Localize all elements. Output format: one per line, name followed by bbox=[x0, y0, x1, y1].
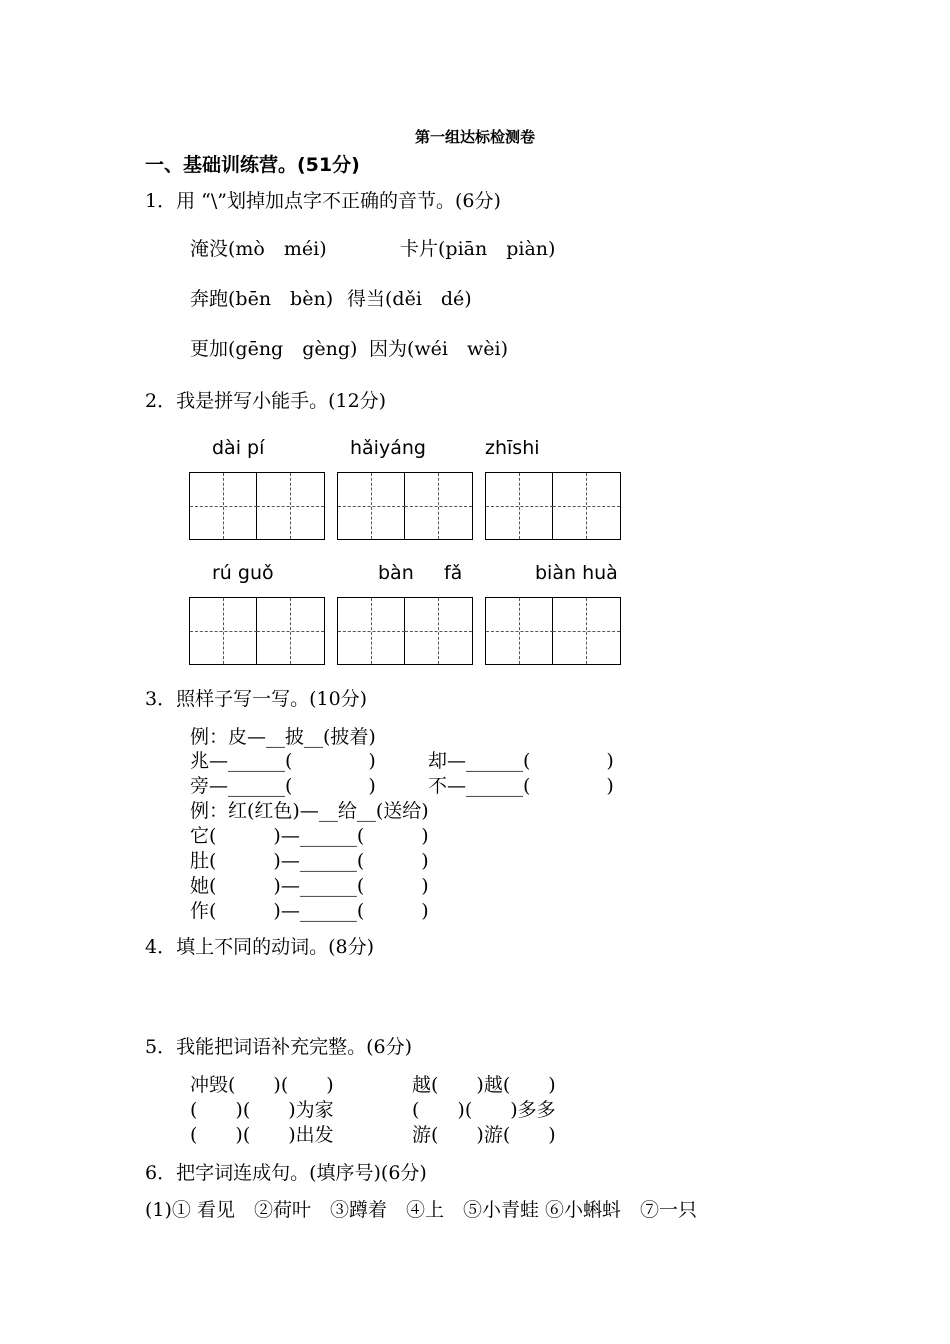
q6-prompt: 6．把字词连成句。(填序号)(6分) bbox=[145, 1162, 427, 1184]
q3-line: 却—______( ) bbox=[428, 750, 614, 772]
pinyin-label: zhīshi bbox=[485, 437, 540, 459]
q3-example: 例：红(红色)—__给__(送给) bbox=[190, 800, 429, 822]
q6-line: (1)① 看见 ②荷叶 ③蹲着 ④上 ⑤小青蛙 ⑥小蝌蚪 ⑦一只 bbox=[145, 1199, 697, 1221]
q5-item: 越( )越( ) bbox=[412, 1074, 556, 1096]
q5-item: 冲毁( )( ) bbox=[190, 1074, 334, 1096]
q3-line: 肚( )—______( ) bbox=[190, 850, 429, 872]
writing-grid[interactable] bbox=[189, 597, 325, 665]
writing-grid[interactable] bbox=[485, 597, 621, 665]
q1-item: 更加(gēng gèng) bbox=[190, 338, 358, 360]
q3-line: 她( )—______( ) bbox=[190, 875, 429, 897]
q1-item: 卡片(piān piàn) bbox=[400, 238, 556, 260]
q3-line: 它( )—______( ) bbox=[190, 825, 429, 847]
pinyin-label: rú guǒ bbox=[212, 562, 274, 584]
q5-item: ( )( )出发 bbox=[190, 1124, 334, 1146]
q3-line: 作( )—______( ) bbox=[190, 900, 429, 922]
q5-prompt: 5．我能把词语补充完整。(6分) bbox=[145, 1036, 413, 1058]
q1-item: 奔跑(bēn bèn) bbox=[190, 288, 334, 310]
section-heading: 一、基础训练营。(51分) bbox=[145, 154, 360, 176]
pinyin-label: bàn fǎ bbox=[378, 562, 463, 584]
writing-grid[interactable] bbox=[337, 597, 473, 665]
doc-title: 第一组达标检测卷 bbox=[414, 128, 535, 146]
q3-line: 兆—______( ) bbox=[190, 750, 376, 772]
q3-prompt: 3．照样子写一写。(10分) bbox=[145, 688, 368, 710]
writing-grid[interactable] bbox=[337, 472, 473, 540]
q1-item: 因为(wéi wèi) bbox=[369, 338, 508, 360]
q3-line: 旁—______( ) bbox=[190, 775, 376, 797]
q1-item: 淹没(mò méi) bbox=[190, 238, 327, 260]
q3-line: 不—______( ) bbox=[428, 775, 614, 797]
writing-grid[interactable] bbox=[189, 472, 325, 540]
q2-prompt: 2．我是拼写小能手。(12分) bbox=[145, 390, 387, 412]
q5-item: 游( )游( ) bbox=[412, 1124, 556, 1146]
q5-item: ( )( )多多 bbox=[412, 1099, 556, 1121]
q1-prompt: 1．用 “\”划掉加点字不正确的音节。(6分) bbox=[145, 190, 501, 212]
writing-grid[interactable] bbox=[485, 472, 621, 540]
pinyin-label: hǎiyáng bbox=[350, 437, 426, 459]
q4-prompt: 4．填上不同的动词。(8分) bbox=[145, 936, 375, 958]
q3-example: 例：皮—__披__(披着) bbox=[190, 726, 376, 748]
q5-item: ( )( )为家 bbox=[190, 1099, 334, 1121]
pinyin-label: biàn huà bbox=[535, 562, 618, 584]
q1-item: 得当(děi dé) bbox=[347, 288, 472, 310]
pinyin-label: dài pí bbox=[212, 437, 265, 459]
